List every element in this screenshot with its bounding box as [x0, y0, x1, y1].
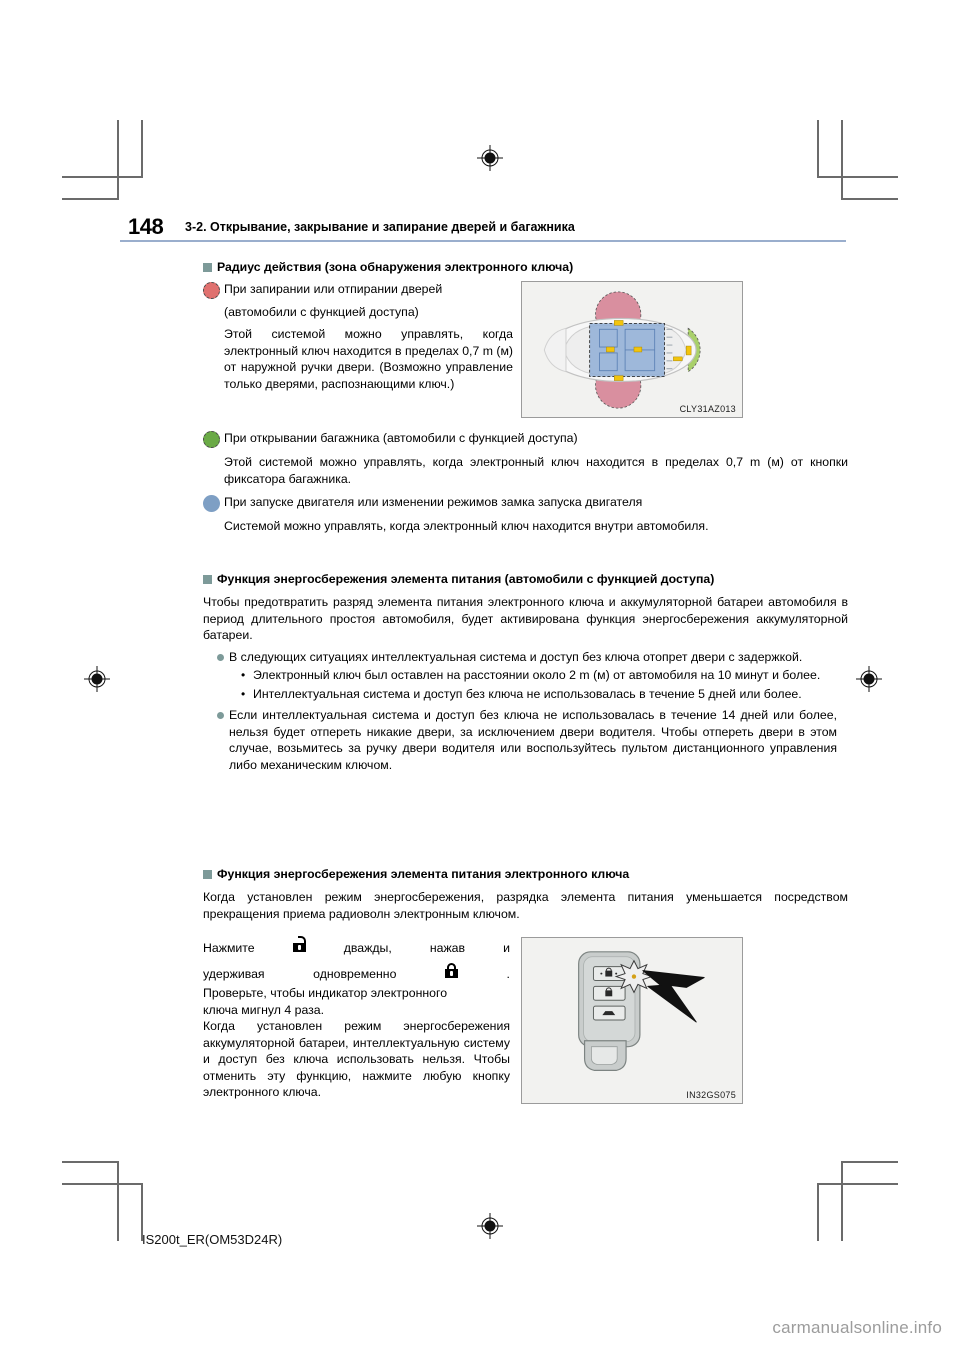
footer-document-code: IS200t_ER(OM53D24R) [142, 1232, 283, 1247]
instruction-line1-a: нажав [429, 941, 466, 955]
car-front-hood [544, 328, 566, 371]
detection-doors-body: Этой системой можно управлять, когда электронный ключ находится в пределах 0,7 m (м) от наружной ручки двери. (Возможно управление только дверями, распознающими ключ.) [224, 327, 514, 391]
detection-doors-title-line2: (автомобили с функцией доступа) [224, 305, 419, 319]
marker-disc-2 [217, 712, 224, 719]
crop-mark-tr-v2 [817, 120, 819, 176]
bullet-2-text: Интеллектуальная система и доступ без ключа не использовалась в течение 5 дней или более. [253, 686, 802, 701]
figure-car-detection-zones [521, 281, 743, 418]
disc-1-text: В следующих ситуациях интеллектуальная система и доступ без ключа отопрет двери с задержкой. [229, 649, 803, 664]
instruction-line2-prefix: удерживая [203, 967, 265, 981]
detection-engine-title: При запуске двигателя или изменении режимов замка запуска двигателя [224, 495, 643, 509]
marker-dot-green [203, 431, 220, 448]
instruction-line-1 [203, 937, 510, 957]
instruction-line1-middle: дважды, [343, 941, 392, 955]
callout-arrow [643, 971, 704, 1022]
page-number: 148 [128, 214, 164, 239]
detection-items-trunk-engine [203, 430, 848, 535]
crop-mark-tr-h [817, 176, 898, 178]
section-3-intro: Когда установлен режим энергосбережения, разрядка элемента питания уменьшается посредством прекращения приема радиоволн электронным ключом. [203, 890, 848, 921]
figure-key-code: IN32GS075 [686, 1090, 736, 1100]
instruction-line2-suffix: . [506, 967, 510, 981]
page-header [128, 214, 844, 248]
indicator-flash-icon [616, 961, 652, 993]
key-fob-instructions [203, 937, 510, 1101]
antenna-rear-door [614, 376, 623, 381]
figure-car-code: CLY31AZ013 [679, 404, 736, 414]
bullet-dot-2: • [241, 686, 246, 701]
antenna-front-door [614, 320, 623, 325]
detection-trunk-title: При открывании багажника (автомобили с функцией доступа) [224, 431, 578, 445]
section-title: 3-2. Открывание, закрывание и запирание дверей и багажника [185, 220, 575, 234]
marker-dot-red [203, 282, 220, 299]
section-marker-square-2 [203, 575, 212, 584]
section-2-intro: Чтобы предотвратить разряд элемента питания электронного ключа и аккумуляторной батареи автомобиля в период длительного простоя автомобиля, будет активирована функция энергосбережения аккумуляторной батареи. [203, 595, 848, 642]
key-fob-svg [522, 938, 742, 1103]
detection-item-doors [203, 281, 513, 392]
registration-mark-bottom [477, 1213, 503, 1239]
marker-disc-1 [217, 654, 224, 661]
disc-1-bullets [241, 667, 848, 702]
unlock-padlock-icon [293, 937, 306, 952]
instruction-check-line-a: Проверьте, чтобы индикатор электронного [203, 986, 448, 1000]
crop-mark-bl-h [62, 1183, 143, 1185]
crop-mark-tl-h2 [62, 198, 119, 200]
registration-mark-top [477, 145, 503, 171]
instruction-line1-b: и [503, 941, 510, 955]
crop-mark-br-v2 [817, 1185, 819, 1241]
section-3-heading-text: Функция энергосбережения элемента питания электронного ключа [217, 867, 630, 881]
registration-mark-left [84, 666, 110, 692]
crop-mark-tr-h2 [841, 198, 898, 200]
site-watermark: carmanualsonline.info [772, 1318, 942, 1337]
crop-mark-bl-v [117, 1161, 119, 1241]
key-fob-tail-slot [591, 1047, 617, 1065]
antenna-rear-deck [673, 357, 682, 361]
instruction-rest-block: Когда установлен режим энергосбережения аккумуляторной батареи, интеллектуальную систему и доступ без ключа использовать нельзя. Чтобы отменить эту функцию, нажмите любую кнопку электронного ключа. [203, 1019, 510, 1099]
section-3-key-battery-saving [203, 860, 848, 922]
detection-doors-title-line1: При запирании или отпирании дверей [224, 282, 443, 296]
detection-trunk-body: Этой системой можно управлять, когда электронный ключ находится в пределах 0,7 m (м) от кнопки фиксатора багажника. [224, 455, 848, 486]
registration-mark-right [856, 666, 882, 692]
antenna-cabin-left [606, 347, 614, 352]
marker-dot-blue [203, 495, 220, 512]
antenna-trunk [686, 346, 691, 355]
section-2-battery-saving [203, 565, 848, 773]
section-1-heading [203, 253, 848, 278]
crop-mark-br-h [817, 1183, 898, 1185]
figure-key-fob [521, 937, 743, 1104]
section-2-heading-text: Функция энергосбережения элемента питания (автомобили с функцией доступа) [217, 572, 715, 586]
antenna-cabin-center [634, 347, 642, 352]
instruction-line-2 [203, 963, 510, 983]
crop-mark-tr-v [841, 120, 843, 200]
bullet-1-text: Электронный ключ был оставлен на расстоянии около 2 m (м) от автомобиля на 10 минут и более. [253, 668, 821, 682]
section-marker-square-3 [203, 870, 212, 879]
bullet-dot-1: • [241, 668, 246, 682]
crop-mark-br-v [841, 1161, 843, 1241]
detection-engine-body: Системой можно управлять, когда электронный ключ находится внутри автомобиля. [224, 519, 709, 533]
instruction-line1-prefix: Нажмите [203, 941, 255, 955]
crop-mark-tl-v [117, 120, 119, 200]
crop-mark-br-h2 [841, 1161, 898, 1163]
car-diagram-svg [522, 282, 742, 417]
disc-2-text: Если интеллектуальная система и доступ без ключа не использовалась в течение 14 дней или более, нельзя будет отпереть никакие двери, за исключением двери водителя. Чтобы отпереть двери в этом случае, возьмитесь за ручку двери водителя или воспользуйтесь пультом дистанционного управления либо механическим ключом. [229, 708, 837, 772]
header-divider [120, 240, 846, 242]
crop-mark-bl-h2 [62, 1161, 119, 1163]
section-marker-square [203, 263, 212, 272]
instruction-check-line-b: ключа мигнул 4 раза. [203, 1002, 325, 1017]
crop-mark-tl-h [62, 176, 143, 178]
instruction-line2-middle: одновременно [313, 967, 397, 981]
section-1-heading-text: Радиус действия (зона обнаружения электронного ключа) [217, 260, 574, 274]
lock-padlock-icon [445, 963, 458, 978]
crop-mark-tl-v2 [141, 120, 143, 176]
